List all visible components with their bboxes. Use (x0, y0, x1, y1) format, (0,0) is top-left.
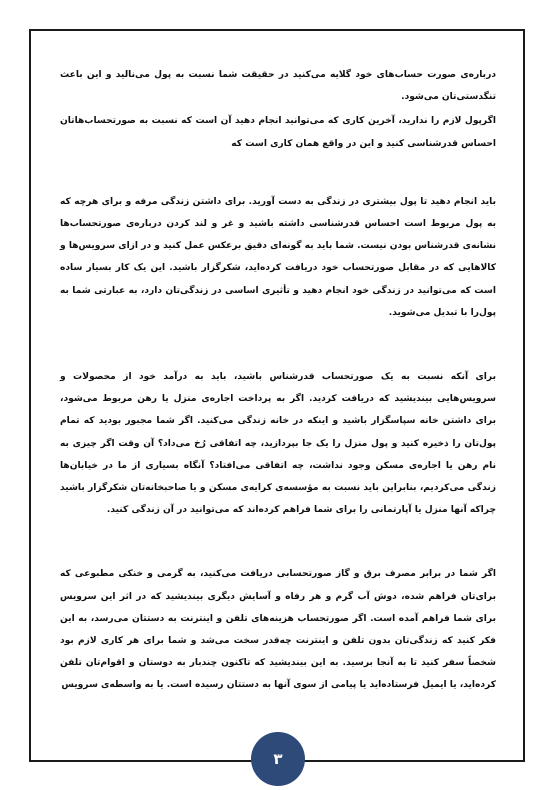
page-number-badge (251, 732, 305, 786)
paragraph-5: اگر شما در برابر مصرف برق و گاز صورتحسابی دریافت می‌کنید، به گرمی و خنکی مطبوعی که برای‌تان فراهم شده، دوش آب گرم و هر رفاه و آسایش دیگری بیندیشید که در اثر این سرویس برای شما فراهم آمده است. اگر صورتحساب هزینه‌های تلفن و اینترنت به دستتان می‌رسد، به این فکر کنید که زندگی‌تان بدون تلفن و اینترنت چه‌قدر سخت می‌شد و شما برای هر کاری لازم بود شخصاً سفر کنید تا به آنجا برسید. به این بیندیشید که تاکنون چندبار به دوستان و اقوام‌تان تلفن کرده‌اید، یا ایمیل فرستاده‌اید یا پیامی از سوی آنها به دستتان رسیده است. یا به واسطه‌ی سرویس (60, 569, 496, 691)
paragraph-2: اگرپول لازم را ندارید، آخرین کاری که می‌توانید انجام دهید آن است که نسبت به صورتحساب‌هاتان احساس قدرشناسی کنید و این در واقع همان کاری است که (60, 116, 496, 149)
paragraph-3: باید انجام دهید تا پول بیشتری در زندگی به دست آورید. برای داشتن زندگی مرفه و برای هرچه که به پول مربوط است احساس قدرشناسی داشته باشید و غر و لند کردن درباره‌ی صورتحساب‌ها نشانه‌ی قدرشناس بودن نیست. شما باید به گونه‌ای دقیق برعکس عمل کنید و در ازای سرویس‌ها و کالاهایی که در مقابل صورتحساب خود دریافت کرده‌اید، شکرگزار باشید. این یک کار بسیار ساده است که می‌توانید در زندگی خود انجام دهید و تأثیری اساسی در زندگی‌تان دارد، به عبارتی شما به پول‌را با تبدیل می‌شوید. (60, 196, 496, 318)
paragraph-4: برای آنکه نسبت به یک صورتحساب قدرشناس باشید، باید به درآمد خود از محصولات و سرویس‌هایی بیندیشید که دریافت کردید. اگر به پرداخت اجاره‌ی منزل یا رهن مربوط می‌شود، برای داشتن خانه سپاسگزار باشید و اینکه در خانه زندگی می‌کنید. اگر شما مجبور بودید که تمام پول‌تان را ذخیره کنید و پول منزل را یک جا بپردازید، چه اتفاقی رُخ می‌داد؟ آن وقت اگر چیزی به نام رهن یا اجاره‌ی مسکن وجود نداشت، چه اتفاقی می‌افتاد؟ آنگاه بسیاری از ما در خیابان‌ها زندگی می‌کردیم، بنابراین باید نسبت به مؤسسه‌ی کرایه‌ی مسکن و یا صاحبخانه‌تان شکرگزار باشید چراکه آنها منزل یا آپارتمانی را برای شما فراهم کرده‌اند که می‌توانید در آن زندگی کنید. (60, 372, 496, 516)
page-number: ۳ (273, 750, 283, 768)
paragraph-1: درباره‌ی صورت حساب‌های خود گلایه می‌کنید در حقیقت شما نسبت به پول می‌نالید و این باعث تنگدستی‌تان می‌شود. (60, 70, 496, 103)
document-body (60, 64, 496, 697)
